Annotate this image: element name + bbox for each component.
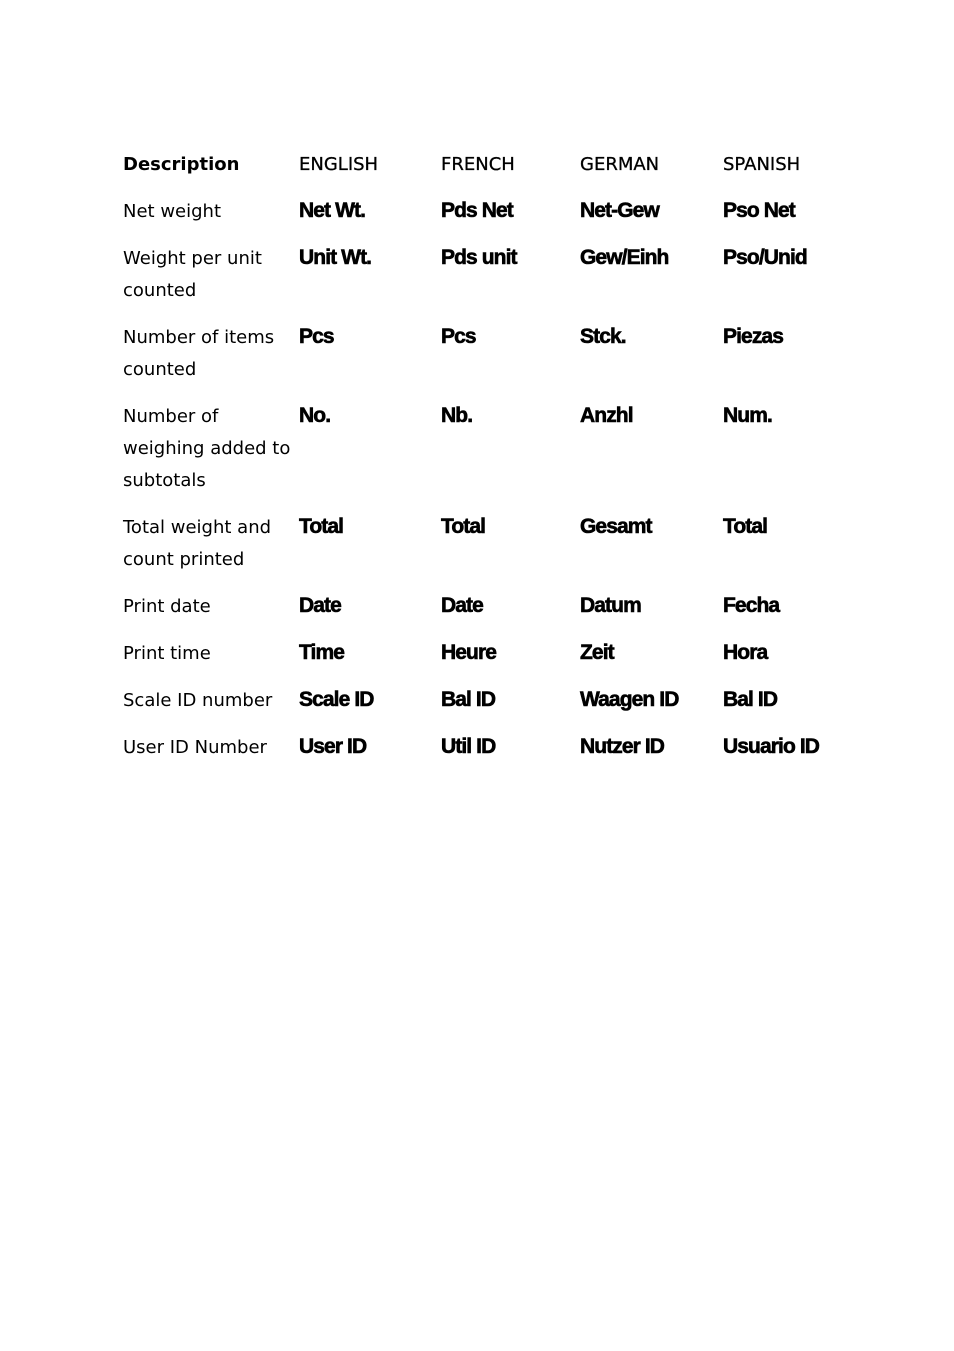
french-term: Pds unit — [441, 246, 517, 269]
english-term: Scale ID — [299, 688, 374, 711]
french-term: Pds Net — [441, 199, 513, 222]
german-term: Net-Gew — [580, 199, 659, 222]
description-cell: Number of weighing added to subtotals — [123, 406, 291, 491]
english-term: Pcs — [299, 325, 334, 348]
description-cell: User ID Number — [123, 737, 267, 758]
french-term: Heure — [441, 641, 497, 664]
description-cell: Weight per unit counted — [123, 248, 262, 301]
french-term: Nb. — [441, 404, 473, 427]
german-term: Gesamt — [580, 515, 652, 538]
english-term: Total — [299, 515, 344, 538]
english-term: Unit Wt. — [299, 246, 372, 269]
description-cell: Number of items counted — [123, 327, 275, 380]
table-header-row — [123, 149, 843, 196]
description-cell: Print date — [123, 596, 211, 617]
french-term: Pcs — [441, 325, 476, 348]
german-term: Gew/Einh — [580, 246, 669, 269]
german-term: Datum — [580, 594, 641, 617]
description-cell: Print time — [123, 643, 211, 664]
french-term: Util ID — [441, 735, 496, 758]
spanish-term: Usuario ID — [723, 735, 820, 758]
german-term: Anzhl — [580, 404, 633, 427]
spanish-term: Pso/Unid — [723, 246, 807, 269]
spanish-term: Pso Net — [723, 199, 795, 222]
french-term: Bal ID — [441, 688, 496, 711]
description-cell: Net weight — [123, 201, 222, 222]
header-description: Description — [123, 154, 240, 175]
spanish-term: Piezas — [723, 325, 783, 348]
english-term: Date — [299, 594, 341, 617]
table-row — [123, 196, 843, 243]
german-term: Stck. — [580, 325, 626, 348]
table-row — [123, 243, 843, 322]
french-term: Date — [441, 594, 483, 617]
table-row — [123, 638, 843, 685]
spanish-term: Num. — [723, 404, 772, 427]
description-cell: Total weight and count printed — [123, 517, 272, 570]
table-row — [123, 732, 843, 779]
english-term: User ID — [299, 735, 367, 758]
description-cell: Scale ID number — [123, 690, 273, 711]
english-term: No. — [299, 404, 331, 427]
header-french: FRENCH — [441, 154, 515, 175]
french-term: Total — [441, 515, 486, 538]
translation-table — [123, 149, 843, 779]
spanish-term: Hora — [723, 641, 768, 664]
header-spanish: SPANISH — [723, 154, 801, 175]
table-row — [123, 401, 843, 512]
table-row — [123, 512, 843, 591]
table-row — [123, 591, 843, 638]
spanish-term: Bal ID — [723, 688, 778, 711]
english-term: Time — [299, 641, 345, 664]
header-english: ENGLISH — [299, 154, 379, 175]
german-term: Zeit — [580, 641, 614, 664]
table-body — [123, 196, 843, 779]
german-term: Waagen ID — [580, 688, 679, 711]
spanish-term: Fecha — [723, 594, 780, 617]
english-term: Net Wt. — [299, 199, 366, 222]
table-row — [123, 322, 843, 401]
german-term: Nutzer ID — [580, 735, 665, 758]
spanish-term: Total — [723, 515, 768, 538]
header-german: GERMAN — [580, 154, 660, 175]
table-row — [123, 685, 843, 732]
